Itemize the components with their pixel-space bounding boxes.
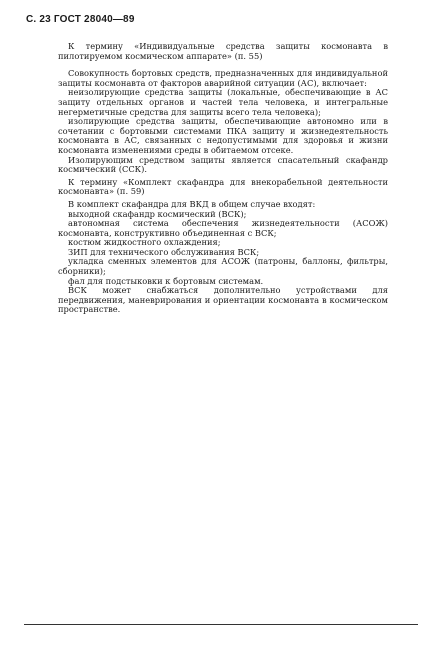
paragraph-kit-intro: В комплект скафандра для ВКД в общем случае входят: <box>68 198 316 209</box>
term-note-heading-59: К термину «Комплект скафандра для внекорабельной деятельности космонавта» (п. 59) <box>58 176 388 197</box>
bottom-rule <box>24 624 418 625</box>
paragraph-additional-devices: ВСК может снабжаться дополнительно устройствами для передвижения, маневрирования и ориентации космонавта в космическом пространстве. <box>58 285 388 315</box>
list-item-tether: фал для подстыковки к бортовым системам. <box>68 275 264 286</box>
document-body <box>58 42 388 315</box>
list-item-cooling-suit: костюм жидкостного охлаждения; <box>68 237 221 248</box>
list-item-asozh: автономная система обеспечения жизнедеятельности (АСОЖ) космонавта, конструктивно объединенная с ВСК; <box>58 218 388 238</box>
list-item-vsk: выходной скафандр космический (ВСК); <box>68 208 247 219</box>
list-item-zip: ЗИП для технического обслуживания ВСК; <box>68 246 260 257</box>
term-note-heading-55: К термину «Индивидуальные средства защиты космонавта в пилотируемом космическом аппарате» (п. 55) <box>58 41 388 61</box>
list-item-non-isolating: неизолирующие средства защиты (локальные, обеспечивающие в АС защиту отдельных органов и частей тела человека, и интегральные негерметичные средства для защиты всего тела человека); <box>58 87 388 117</box>
paragraph-ssk: Изолирующим средством защиты является спасательный скафандр космический (ССК). <box>58 154 388 175</box>
paragraph-intro: Совокупность бортовых средств, предназначенных для индивидуальной защиты космонавта от факторов аварийной ситуации (АС), включает: <box>58 68 388 88</box>
list-item-isolating: изолирующие средства защиты, обеспечивающие автономно или в сочетании с бортовыми системами ПКА защиту и жизнедеятельность космонавта в АС, связанных с недопустимыми для здоровья и жизни космонавта изменениями среды в обитаемом отсеке. <box>58 116 388 155</box>
page-header: С. 23 ГОСТ 28040—89 <box>26 14 135 25</box>
list-item-replacement-kit: укладка сменных элементов для АСОЖ (патроны, баллоны, фильтры, сборники); <box>58 256 388 277</box>
